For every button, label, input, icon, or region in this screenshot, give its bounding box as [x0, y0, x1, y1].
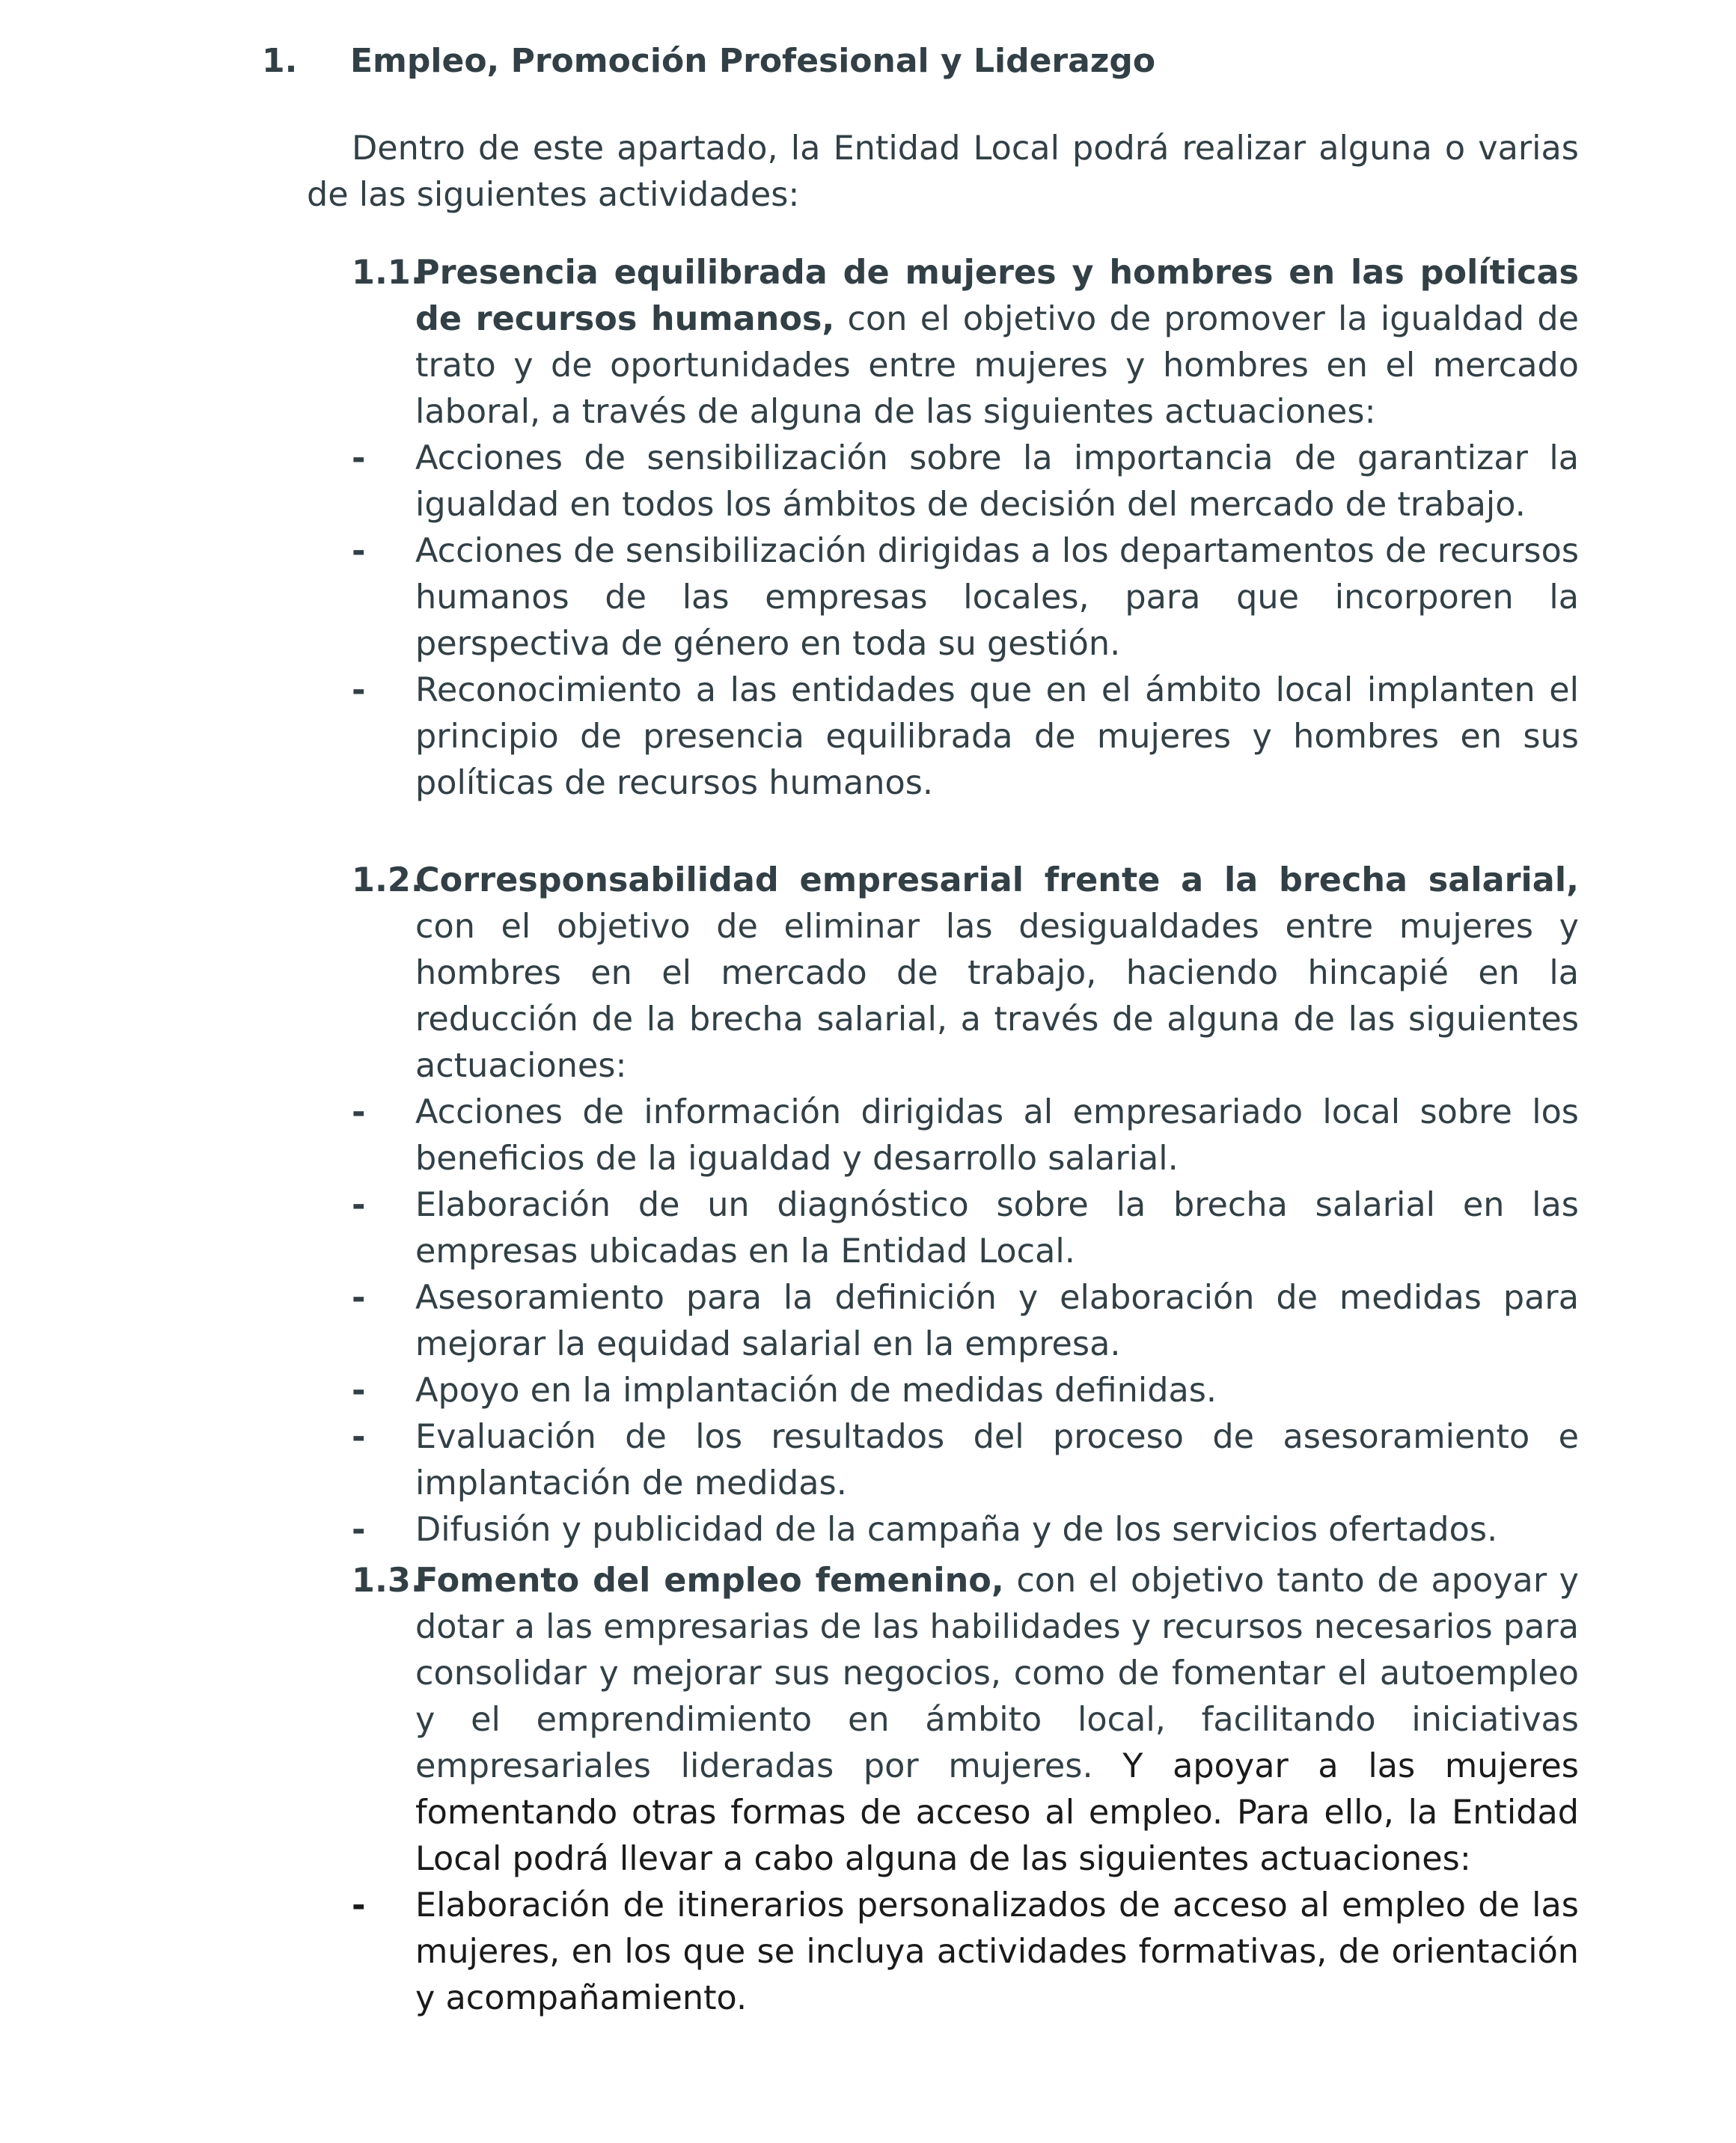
- subsection-1-1: [352, 250, 1579, 807]
- list-item-text: Difusión y publicidad de la campaña y de los servicios ofertados.: [415, 1511, 1498, 1549]
- list-item: [352, 1368, 1579, 1414]
- subsection-header: [352, 250, 1579, 435]
- action-list: [352, 1883, 1579, 2022]
- subsection-1-3: [352, 1558, 1579, 2022]
- section-intro: Dentro de este apartado, la Entidad Local podrá realizar alguna o varias de las siguientes actividades:: [307, 129, 1579, 214]
- list-item: [352, 435, 1579, 528]
- bullet-dash: -: [352, 1511, 366, 1549]
- bullet-dash: -: [352, 1886, 366, 1925]
- list-item: [352, 1182, 1579, 1275]
- subsection-number: 1.2.: [352, 861, 424, 899]
- list-item-text: Elaboración de un diagnóstico sobre la brecha salarial en las empresas ubicadas en la Entidad Local.: [415, 1186, 1579, 1271]
- list-item: [352, 1275, 1579, 1368]
- subsection-number: 1.3.: [352, 1562, 424, 1600]
- subsection-title: Corresponsabilidad empresarial frente a la brecha salarial,: [415, 861, 1579, 899]
- list-item-text: Asesoramiento para la definición y elaboración de medidas para mejorar la equidad salarial en la empresa.: [415, 1279, 1579, 1363]
- list-item: [352, 1507, 1579, 1553]
- section-number: 1.: [262, 42, 298, 80]
- subsection-title: Fomento del empleo femenino,: [415, 1562, 1004, 1600]
- subsection-description-extra: Y apoyar a las mujeres fomentando otras formas de acceso al empleo. Para ello, la Entidad Local podrá llevar a cabo alguna de las siguientes actuaciones:: [415, 1747, 1579, 1878]
- subsection-description: con el objetivo de promover la igualdad de trato y de oportunidades entre mujeres y hombres en el mercado laboral, a través de alguna de las siguientes actuaciones:: [415, 300, 1579, 431]
- list-item: [352, 667, 1579, 807]
- subsection-header: [352, 1558, 1579, 1883]
- list-item: [352, 1089, 1579, 1182]
- list-item-text: Acciones de información dirigidas al empresariado local sobre los beneficios de la igualdad y desarrollo salarial.: [415, 1093, 1579, 1178]
- subsection-title: Presencia equilibrada de mujeres y hombres en las políticas de recursos humanos,: [415, 254, 1579, 338]
- section-heading: [262, 42, 1155, 82]
- list-item-text: Acciones de sensibilización sobre la importancia de garantizar la igualdad en todos los ámbitos de decisión del mercado de trabajo.: [415, 439, 1579, 524]
- bullet-dash: -: [352, 1418, 366, 1456]
- subsection-description: con el objetivo tanto de apoyar y dotar a las empresarias de las habilidades y recursos necesarios para consolidar y mejorar sus negocios, como de fomentar el autoempleo y el emprendimiento en ámbito local, facilitando iniciativas empresariales lideradas por mujeres.: [415, 1562, 1580, 1785]
- action-list: [352, 1089, 1579, 1553]
- bullet-dash: -: [352, 532, 366, 570]
- bullet-dash: -: [352, 439, 366, 477]
- list-item-text: Apoyo en la implantación de medidas definidas.: [415, 1372, 1217, 1410]
- section-title: Empleo, Promoción Profesional y Liderazgo: [350, 42, 1156, 80]
- bullet-dash: -: [352, 1093, 366, 1131]
- subsection-header: [352, 857, 1579, 1089]
- list-item: [352, 1414, 1579, 1507]
- list-item: [352, 528, 1579, 667]
- subsection-number: 1.1.: [352, 254, 424, 292]
- bullet-dash: -: [352, 1279, 366, 1317]
- list-item-text: Evaluación de los resultados del proceso de asesoramiento e implantación de medidas.: [415, 1418, 1579, 1502]
- bullet-dash: -: [352, 1186, 366, 1224]
- list-item: [352, 1883, 1579, 2022]
- action-list: [352, 435, 1579, 807]
- bullet-dash: -: [352, 671, 366, 709]
- list-item-text: Reconocimiento a las entidades que en el ámbito local implanten el principio de presencia equilibrada de mujeres y hombres en sus políticas de recursos humanos.: [415, 671, 1579, 802]
- subsection-description: con el objetivo de eliminar las desigualdades entre mujeres y hombres en el mercado de trabajo, haciendo hincapié en la reducción de la brecha salarial, a través de alguna de las siguientes actuaciones:: [415, 908, 1579, 1085]
- list-item-text: Acciones de sensibilización dirigidas a los departamentos de recursos humanos de las empresas locales, para que incorporen la perspectiva de género en toda su gestión.: [415, 532, 1579, 663]
- subsection-1-2: [352, 857, 1579, 1553]
- list-item-text: Elaboración de itinerarios personalizados de acceso al empleo de las mujeres, en los que se incluya actividades formativas, de orientación y acompañamiento.: [415, 1886, 1579, 2017]
- bullet-dash: -: [352, 1372, 366, 1410]
